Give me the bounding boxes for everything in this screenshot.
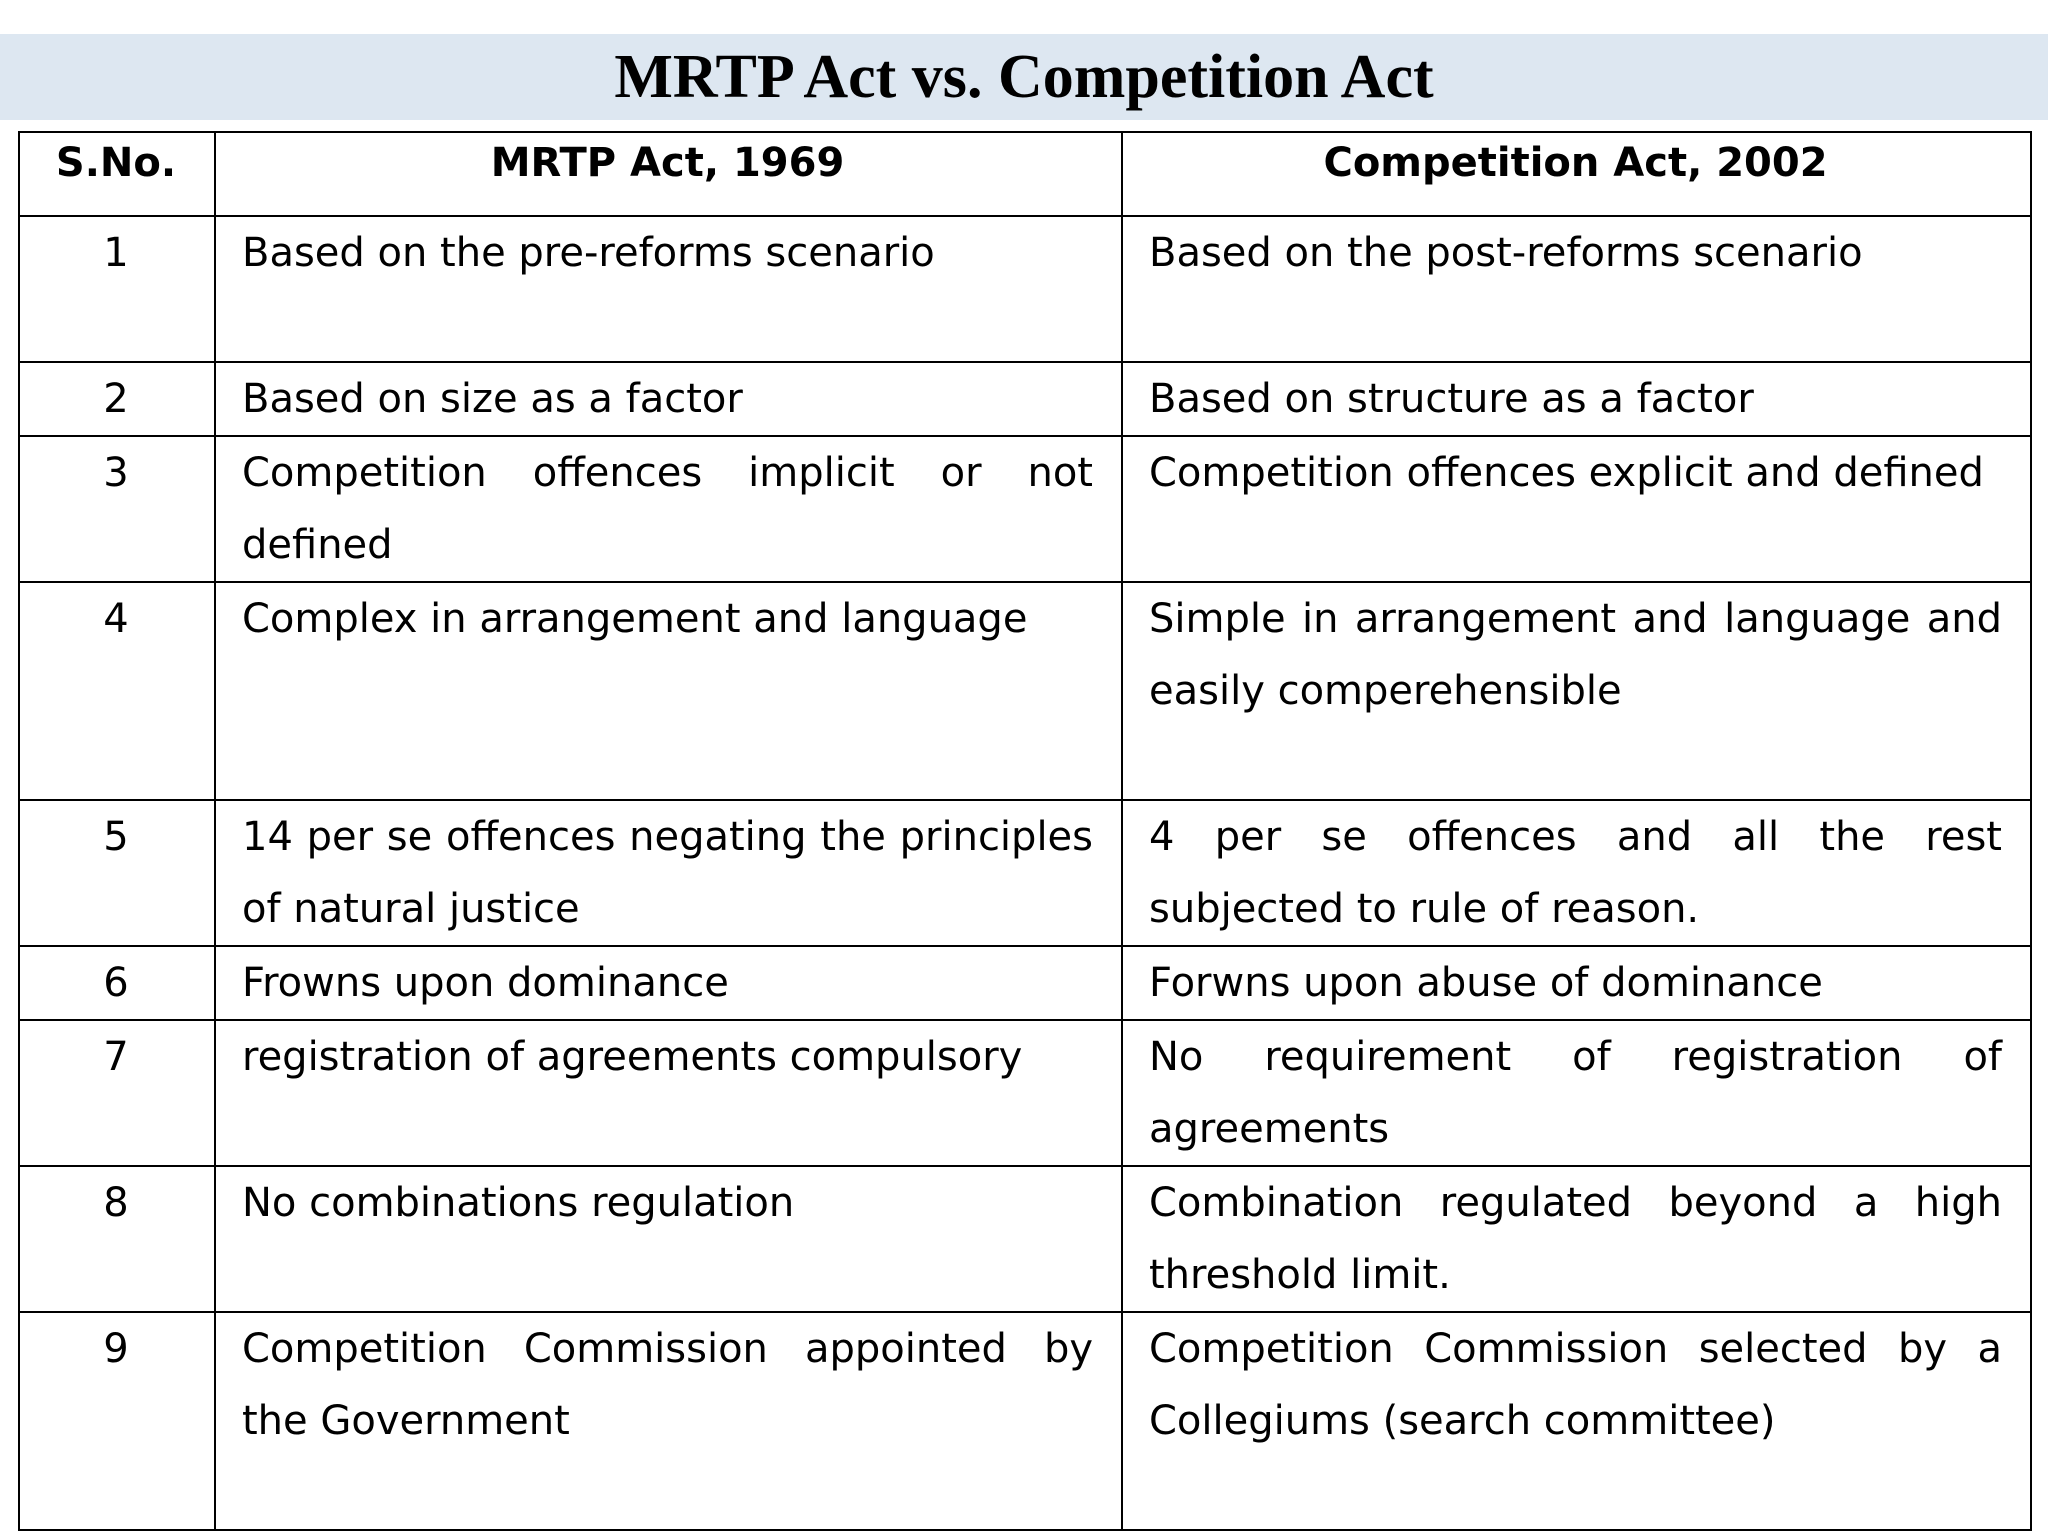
comparison-table bbox=[18, 131, 2032, 1531]
competition-cell: Based on structure as a factor bbox=[1122, 362, 2031, 436]
page-title: MRTP Act vs. Competition Act bbox=[614, 42, 1434, 111]
table-row bbox=[19, 1166, 2031, 1312]
mrtp-cell: Competition Commission appointed by the Government bbox=[215, 1312, 1122, 1530]
table-header-row bbox=[19, 132, 2031, 216]
row-number: 8 bbox=[19, 1166, 215, 1312]
competition-cell: Simple in arrangement and language and easily comperehensible bbox=[1122, 582, 2031, 800]
competition-cell: Combination regulated beyond a high threshold limit. bbox=[1122, 1166, 2031, 1312]
mrtp-cell: No combinations regulation bbox=[215, 1166, 1122, 1312]
mrtp-cell: 14 per se offences negating the principles of natural justice bbox=[215, 800, 1122, 946]
competition-cell: Competition Commission selected by a Collegiums (search committee) bbox=[1122, 1312, 2031, 1530]
competition-cell: Forwns upon abuse of dominance bbox=[1122, 946, 2031, 1020]
mrtp-cell: Based on size as a factor bbox=[215, 362, 1122, 436]
competition-cell: 4 per se offences and all the rest subjected to rule of reason. bbox=[1122, 800, 2031, 946]
competition-cell: No requirement of registration of agreements bbox=[1122, 1020, 2031, 1166]
row-number: 7 bbox=[19, 1020, 215, 1166]
table-row bbox=[19, 946, 2031, 1020]
row-number: 4 bbox=[19, 582, 215, 800]
table-row bbox=[19, 582, 2031, 800]
row-number: 1 bbox=[19, 216, 215, 362]
mrtp-cell: Frowns upon dominance bbox=[215, 946, 1122, 1020]
row-number: 6 bbox=[19, 946, 215, 1020]
mrtp-cell: Competition offences implicit or not defined bbox=[215, 436, 1122, 582]
table-row bbox=[19, 1020, 2031, 1166]
competition-cell: Based on the post-reforms scenario bbox=[1122, 216, 2031, 362]
row-number: 5 bbox=[19, 800, 215, 946]
header-sno: S.No. bbox=[19, 132, 215, 216]
mrtp-cell: Complex in arrangement and language bbox=[215, 582, 1122, 800]
mrtp-cell: Based on the pre-reforms scenario bbox=[215, 216, 1122, 362]
row-number: 9 bbox=[19, 1312, 215, 1530]
table-row bbox=[19, 1312, 2031, 1530]
header-competition-act: Competition Act, 2002 bbox=[1122, 132, 2031, 216]
table-row bbox=[19, 800, 2031, 946]
row-number: 2 bbox=[19, 362, 215, 436]
table-row bbox=[19, 362, 2031, 436]
row-number: 3 bbox=[19, 436, 215, 582]
table-row bbox=[19, 216, 2031, 362]
competition-cell: Competition offences explicit and defined bbox=[1122, 436, 2031, 582]
mrtp-cell: registration of agreements compulsory bbox=[215, 1020, 1122, 1166]
title-banner bbox=[0, 34, 2048, 120]
header-mrtp-act: MRTP Act, 1969 bbox=[215, 132, 1122, 216]
table-row bbox=[19, 436, 2031, 582]
